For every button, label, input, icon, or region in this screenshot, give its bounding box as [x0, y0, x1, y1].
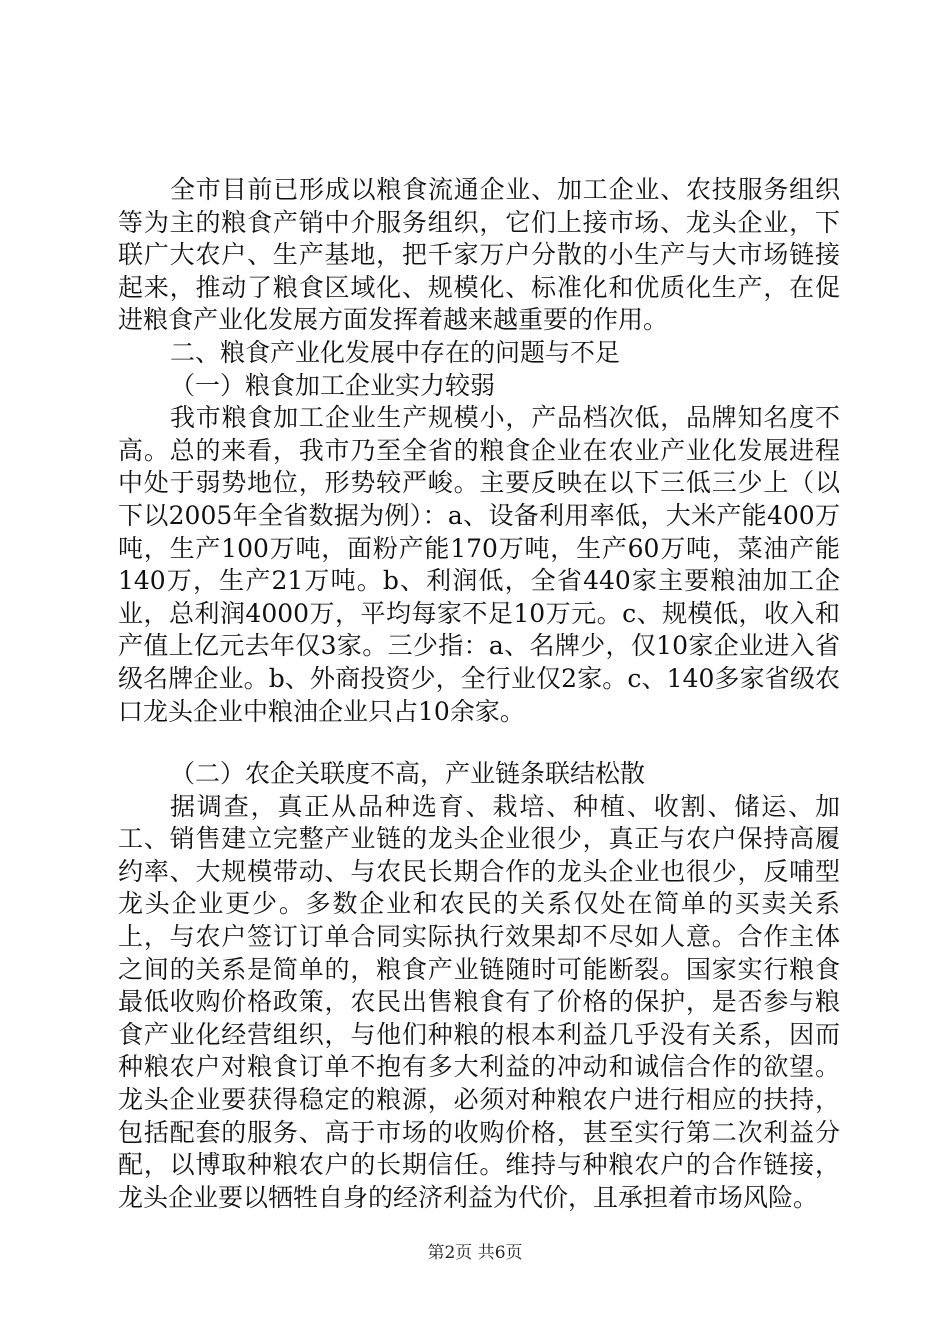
paragraph-intermediary-organizations: 全市目前已形成以粮食流通企业、加工企业、农技服务组织等为主的粮食产销中介服务组织，它们上接市场、龙头企业，下联广大农户、生产基地，把千家万户分散的小生产与大市场链接起来，推动了粮食区域化、规模化、标准化和优质化生产，在促进粮食产业化发展方面发挥着越来越重要的作用。 [118, 175, 840, 335]
paragraph-processing-weak: 我市粮食加工企业生产规模小，产品档次低，品牌知名度不高。总的来看，我市乃至全省的粮食企业在农业产业化发展进程中处于弱势地位，形势较严峻。主要反映在以下三低三少上（以下以2005年全省数据为例）：a、设备利用率低，大米产能400万吨，生产100万吨，面粉产能170万吨，生产60万吨，菜油产能140万，生产21万吨。b、利润低，全省440家主要粮油加工企业，总利润4000万，平均每家不足10万元。c、规模低，收入和产值上亿元去年仅3家。三少指：a、名牌少，仅10家企业进入省级名牌企业。b、外商投资少，全行业仅2家。c、140多家省级农口龙头企业中粮油企业只占10余家。 [118, 403, 840, 726]
document-body [118, 174, 840, 1214]
subsection-heading-2: （二）农企关联度不高，产业链条联结松散 [170, 759, 646, 789]
page-footer: 第2页 共6页 [427, 1243, 523, 1263]
section-heading-problems: 二、粮食产业化发展中存在的问题与不足 [170, 337, 621, 367]
paragraph-gap [118, 728, 840, 758]
paragraph-industry-chain: 据调查，真正从品种选育、栽培、种植、收割、储运、加工、销售建立完整产业链的龙头企业很少，真正与农户保持高履约率、大规模带动、与农民长期合作的龙头企业也很少，反哺型龙头企业更少。多数企业和农民的关系仅处在简单的买卖关系上，与农户签订订单合同实际执行效果却不尽如人意。合作主体之间的关系是简单的，粮食产业链随时可能断裂。国家实行粮食最低收购价格政策，农民出售粮食有了价格的保护，是否参与粮食产业化经营组织，与他们种粮的根本利益几乎没有关系，因而种粮农户对粮食订单不抱有多大利益的冲动和诚信合作的欲望。龙头企业要获得稳定的粮源，必须对种粮农户进行相应的扶持，包括配套的服务、高于市场的收购价格，甚至实行第二次利益分配，以博取种粮农户的长期信任。维持与种粮农户的合作链接，龙头企业要以牺牲自身的经济利益为代价，且承担着市场风险。 [118, 791, 840, 1212]
subsection-heading-1: （一）粮食加工企业实力较弱 [170, 370, 496, 400]
